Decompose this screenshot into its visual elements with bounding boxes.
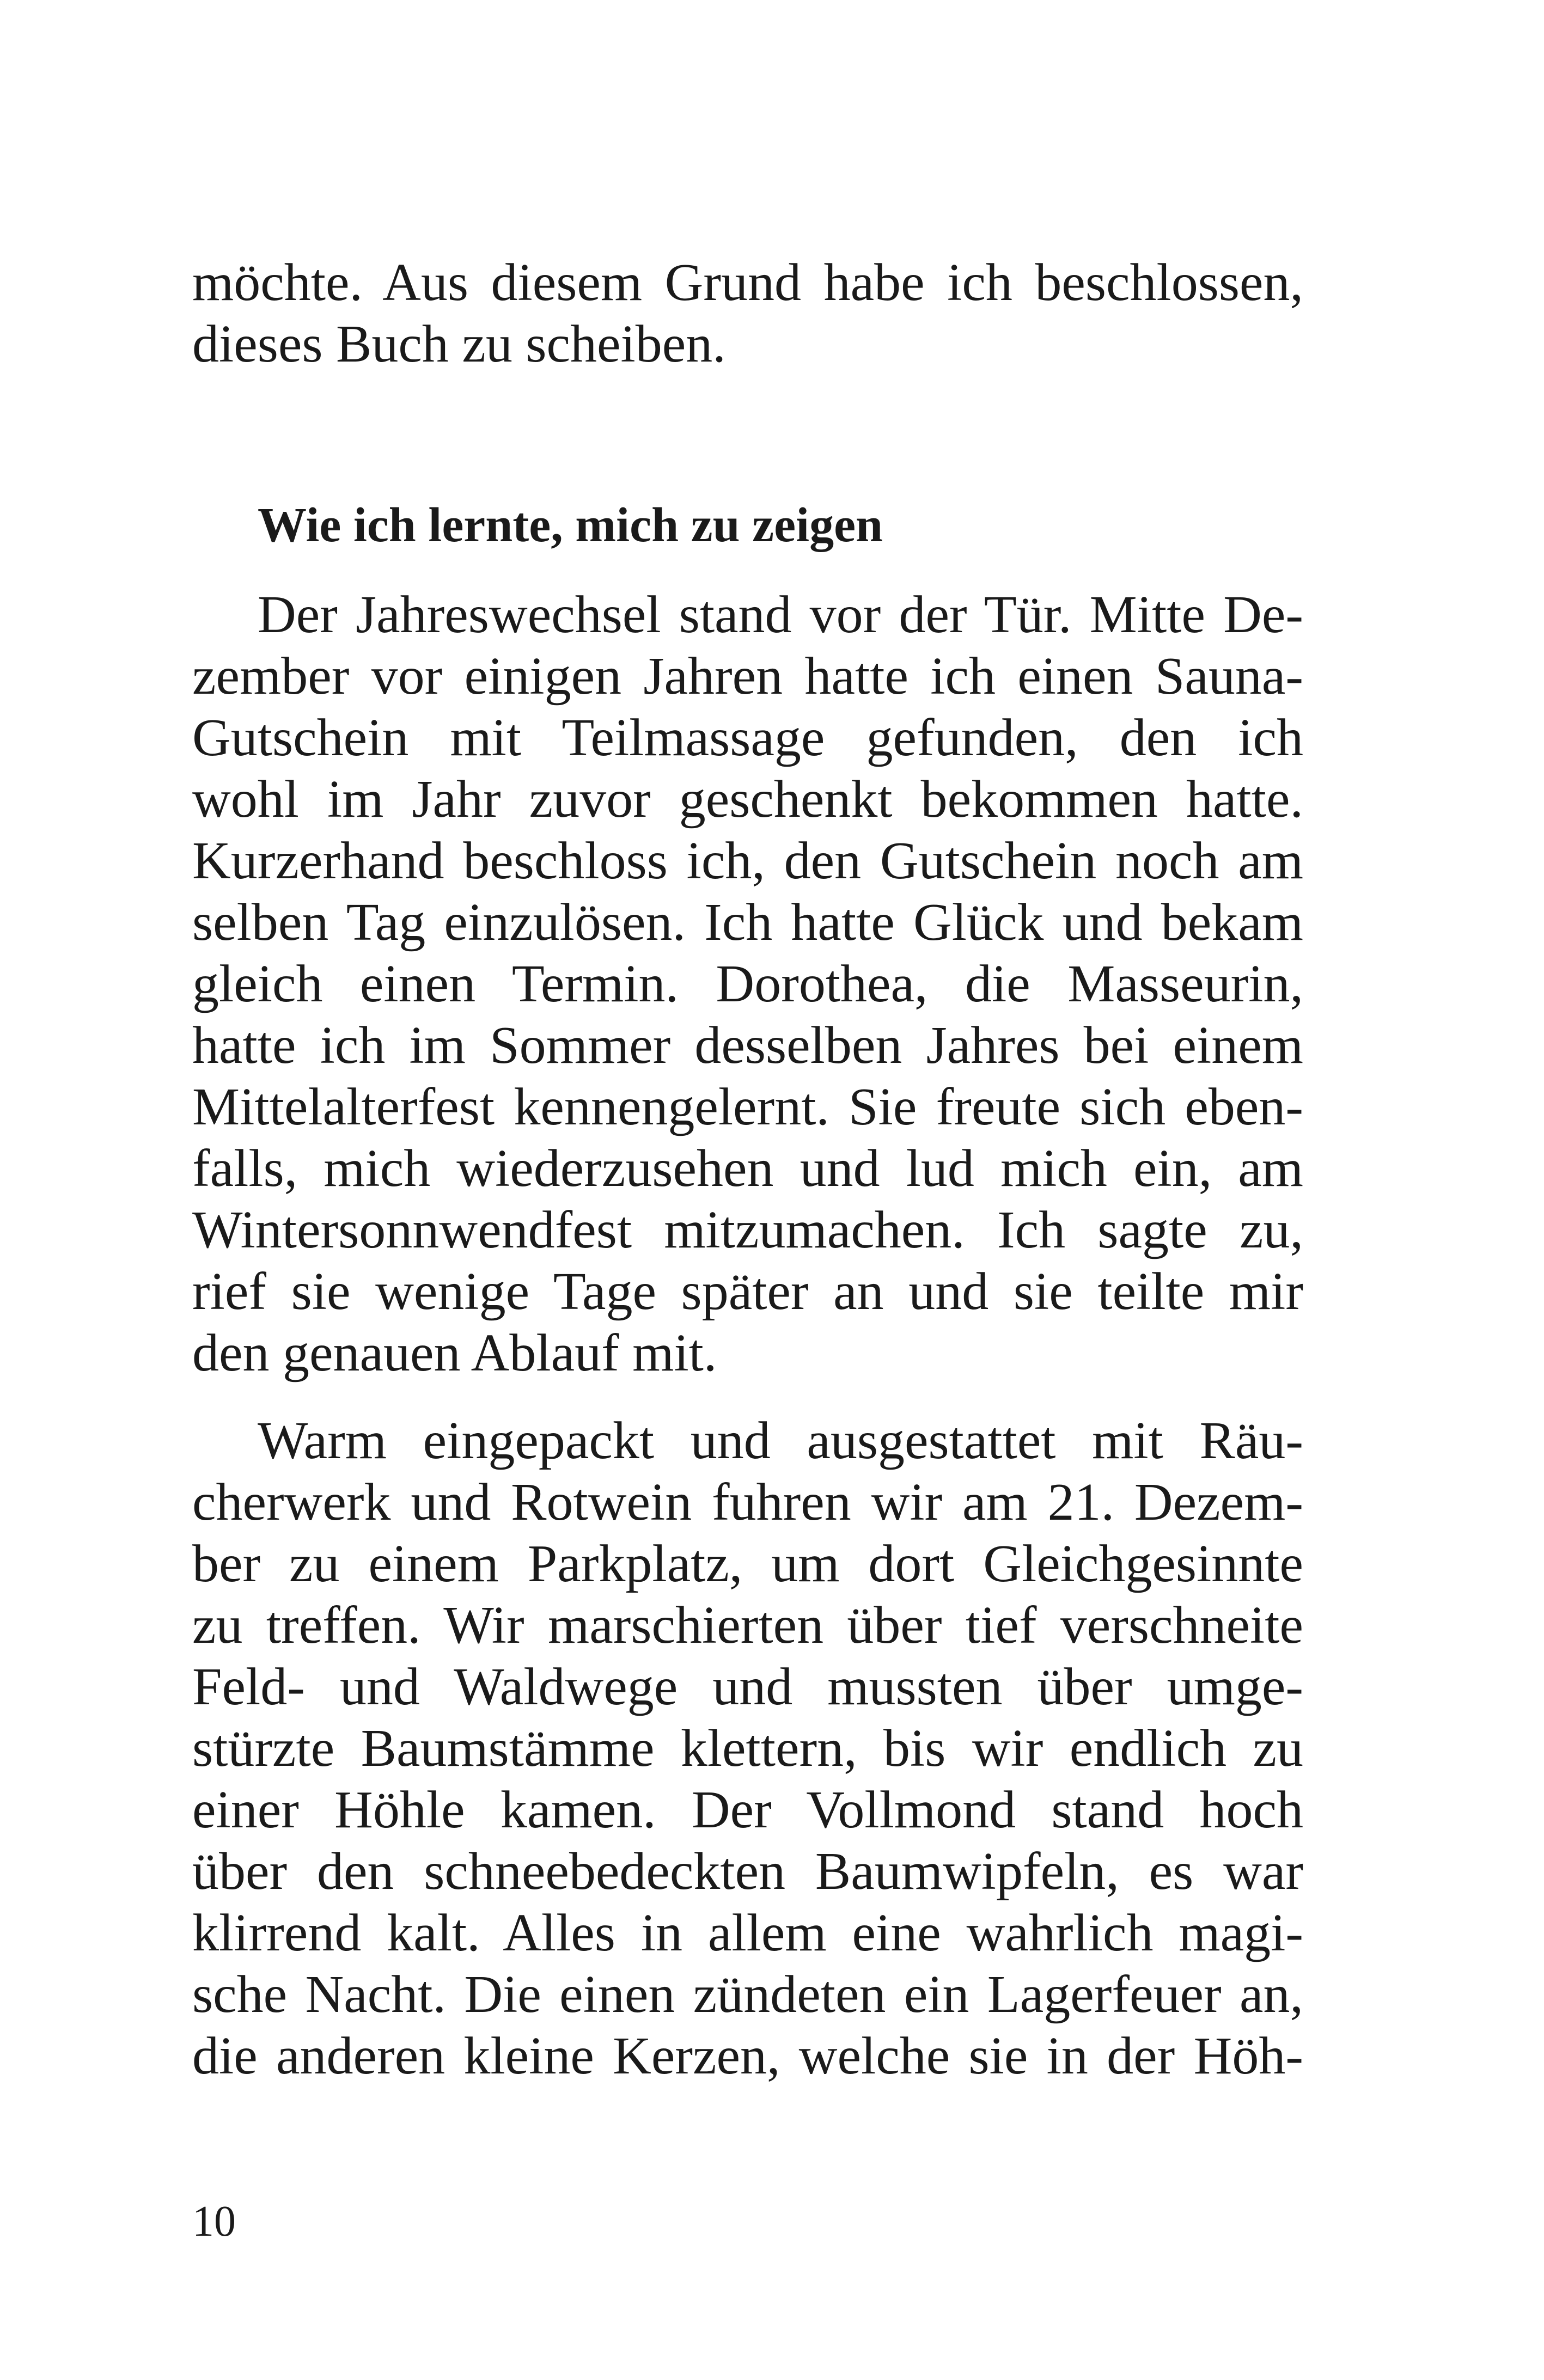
paragraph-1 — [192, 584, 1303, 1384]
text-line: Gutschein mit Teilmassage gefunden, den ich — [192, 708, 1303, 767]
text-line: wohl im Jahr zuvor geschenkt bekommen hatte. — [192, 770, 1303, 829]
section-heading: Wie ich lernte, mich zu zeigen — [258, 498, 883, 552]
text-line: gleich einen Termin. Dorothea, die Masseurin, — [192, 955, 1303, 1013]
text-line: cherwerk und Rotwein fuhren wir am 21. Dezem- — [192, 1473, 1303, 1532]
paragraph-2 — [192, 1410, 1303, 2087]
text-line: Der Jahreswechsel stand vor der Tür. Mitte De- — [258, 585, 1303, 644]
text-line: hatte ich im Sommer desselben Jahres bei einem — [192, 1016, 1303, 1075]
text-line: den genauen Ablauf mit. — [192, 1324, 717, 1382]
text-line: rief sie wenige Tage später an und sie teilte mir — [192, 1262, 1303, 1321]
intro-paragraph — [192, 252, 1303, 375]
text-line: selben Tag einzulösen. Ich hatte Glück und bekam — [192, 893, 1303, 952]
text-line: die anderen kleine Kerzen, welche sie in der Höh- — [192, 2027, 1303, 2085]
text-line: einer Höhle kamen. Der Vollmond stand hoch — [192, 1781, 1303, 1839]
text-line: Wintersonnwendfest mitzumachen. Ich sagte zu, — [192, 1201, 1303, 1259]
text-line: sche Nacht. Die einen zündeten ein Lagerfeuer an, — [192, 1965, 1303, 2024]
text-line: zu treffen. Wir marschierten über tief verschneite — [192, 1596, 1303, 1655]
text-line: ber zu einem Parkplatz, um dort Gleichgesinnte — [192, 1534, 1303, 1593]
page-number: 10 — [192, 2198, 236, 2246]
text-line: möchte. Aus diesem Grund habe ich beschlossen, — [192, 253, 1303, 312]
text-line: zember vor einigen Jahren hatte ich einen Sauna- — [192, 647, 1303, 706]
text-line: klirrend kalt. Alles in allem eine wahrlich magi- — [192, 1904, 1303, 1962]
text-line: über den schneebedeckten Baumwipfeln, es war — [192, 1842, 1303, 1901]
text-line: dieses Buch zu scheiben. — [192, 315, 726, 374]
text-line: Kurzerhand beschloss ich, den Gutschein noch am — [192, 831, 1303, 890]
text-line: Feld- und Waldwege und mussten über umge- — [192, 1657, 1303, 1716]
text-line: stürzte Baumstämme klettern, bis wir endlich zu — [192, 1719, 1303, 1778]
text-line: Mittelalterfest kennengelernt. Sie freute sich eben- — [192, 1078, 1303, 1136]
text-line: Warm eingepackt und ausgestattet mit Räu- — [258, 1411, 1303, 1470]
text-line: falls, mich wiederzusehen und lud mich ein, am — [192, 1139, 1303, 1198]
